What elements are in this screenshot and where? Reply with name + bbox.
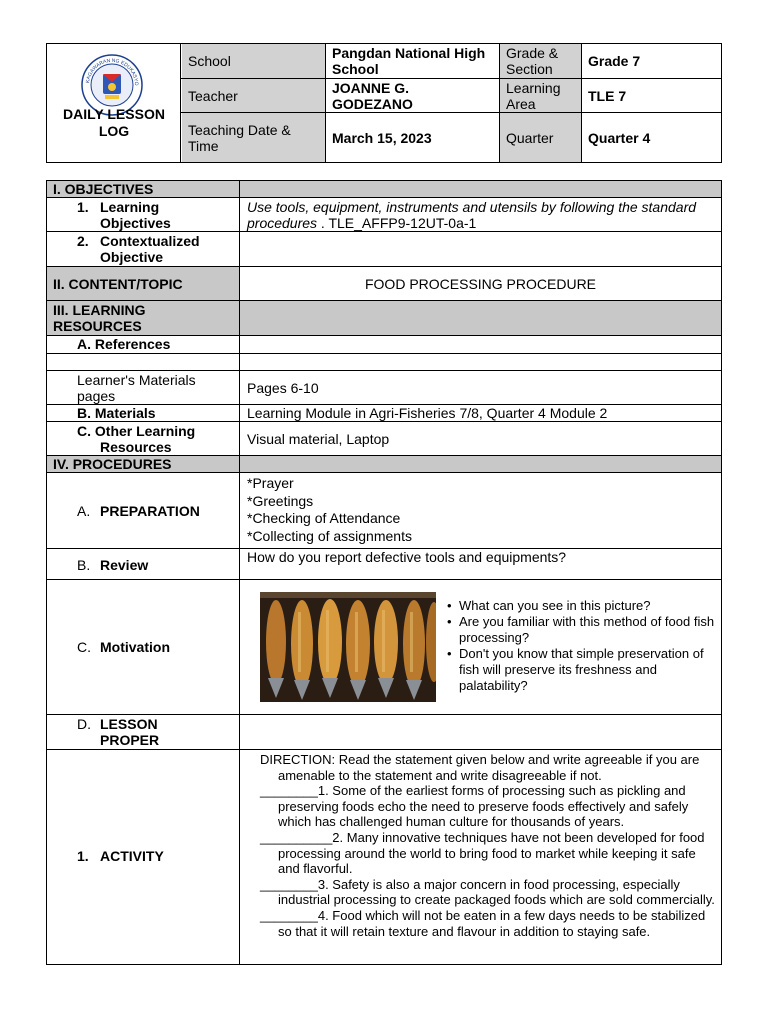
- review-letter: B.: [77, 557, 91, 573]
- seal-text: KAGAWARAN NG EDUKASYO: [85, 57, 140, 86]
- learning-area-value: TLE 7: [588, 87, 627, 104]
- objectives-heading: I. OBJECTIVES: [47, 181, 240, 197]
- activity-direction: DIRECTION: Read the statement given below and write agreeable if you are amenable to the statement and write disagreeable if not.: [260, 752, 700, 783]
- other-resources-row: [47, 422, 721, 456]
- activity-item: ________4. Food which will not be eaten in a few days needs to be stabilized so that it will retain texture and flavour in addition to staying safe.: [260, 907, 706, 939]
- preparation-row: [47, 473, 721, 549]
- review-row: [47, 549, 721, 580]
- learning-objectives-label: Learning Objectives: [100, 199, 171, 231]
- lesson-table: [46, 180, 722, 965]
- quarter-label: Quarter: [500, 113, 581, 162]
- objectives-header-row: [47, 181, 721, 198]
- other-resources-label-2: Resources: [100, 439, 172, 455]
- motivation-question: • Are you familiar with this method of food fish processing?: [447, 614, 715, 645]
- quarter-value: Quarter 4: [588, 129, 651, 146]
- learning-objectives-row: [47, 198, 721, 232]
- teacher-value: JOANNE G. GODEZANO: [332, 79, 413, 112]
- motivation-letter: C.: [77, 639, 91, 655]
- learner-materials-row: [47, 371, 721, 405]
- preparation-item: *Greetings: [247, 492, 314, 509]
- preparation-item: *Prayer: [247, 475, 294, 491]
- blank-row: [47, 354, 721, 371]
- page-title: DAILY LESSON LOG: [63, 106, 165, 139]
- learner-materials-label: Learner's Materials pages: [47, 371, 240, 404]
- smoked-fish-image: [260, 592, 436, 702]
- contextualized-number: 2.: [77, 233, 89, 249]
- header-table: [46, 43, 722, 163]
- other-resources-label: C. Other Learning: [77, 423, 196, 439]
- contextualized-label: Contextualized Objective: [100, 233, 200, 265]
- preparation-item: *Checking of Attendance: [247, 510, 401, 526]
- school-label: School: [182, 44, 325, 78]
- logo-cell: [47, 44, 181, 162]
- activity-item: ________3. Safety is also a major concern in food processing, especially industrial processing to create packaged foods which are sold commercially.: [260, 876, 715, 908]
- resources-heading: III. LEARNING RESOURCES: [47, 301, 240, 335]
- references-row: [47, 336, 721, 354]
- teaching-date-value: March 15, 2023: [332, 129, 432, 146]
- activity-item: ________1. Some of the earliest forms of processing such as pickling and preserving foods echo the need to preserve foods effectively and safely which has challenged human culture for thousands of years.: [260, 783, 689, 830]
- procedures-heading: IV. PROCEDURES: [47, 456, 240, 472]
- school-value: Pangdan National High School: [332, 45, 486, 77]
- learning-objective-text: Use tools, equipment, instruments and utensils by following the standard procedures: [247, 199, 697, 231]
- learning-objective-code: . TLE_AFFP9-12UT-0a-1: [317, 215, 477, 231]
- activity-row: [47, 750, 721, 964]
- activity-number: 1.: [77, 848, 89, 864]
- teacher-label: Teacher: [182, 79, 325, 112]
- preparation-letter: A.: [77, 503, 91, 519]
- resources-header-row: [47, 301, 721, 336]
- motivation-row: [47, 580, 721, 715]
- teaching-date-label: Teaching Date & Time: [182, 113, 325, 162]
- review-label: Review: [100, 557, 149, 573]
- activity-item: __________2. Many innovative techniques have not been developed for food processing around the world to bring food to market while keeping it safe and flavorful.: [260, 829, 705, 877]
- preparation-item: *Collecting of assignments: [247, 527, 412, 544]
- activity-label: ACTIVITY: [100, 848, 164, 864]
- contextualized-objective-row: [47, 232, 721, 267]
- materials-value: Learning Module in Agri-Fisheries 7/8, Quarter 4 Module 2: [247, 405, 608, 421]
- materials-label: B. Materials: [77, 405, 156, 421]
- materials-row: [47, 405, 721, 422]
- content-heading: II. CONTENT/TOPIC: [47, 267, 240, 300]
- references-label: A. References: [77, 336, 171, 352]
- procedures-header-row: [47, 456, 721, 473]
- preparation-label: PREPARATION: [100, 503, 200, 519]
- grade-section-label: Grade & Section: [500, 44, 581, 78]
- motivation-question: • Don't you know that simple preservation of fish will preserve its freshness and palatability?: [447, 646, 704, 693]
- learning-area-label: Learning Area: [500, 79, 581, 112]
- preparation-list: [240, 473, 721, 548]
- lesson-proper-letter: D.: [77, 716, 91, 732]
- motivation-label: Motivation: [100, 639, 170, 655]
- other-resources-value: Visual material, Laptop: [247, 430, 390, 447]
- lesson-proper-label: LESSON PROPER: [100, 716, 160, 748]
- learner-materials-value: Pages 6-10: [247, 379, 319, 396]
- motivation-question: • What can you see in this picture?: [447, 598, 651, 613]
- activity-content: [260, 752, 716, 939]
- content-row: [47, 267, 721, 301]
- lesson-proper-row: [47, 715, 721, 750]
- grade-section-value: Grade 7: [588, 53, 641, 69]
- review-text: How do you report defective tools and equipments?: [247, 549, 567, 565]
- content-topic: FOOD PROCESSING PROCEDURE: [364, 275, 597, 292]
- learning-objectives-number: 1.: [77, 199, 89, 215]
